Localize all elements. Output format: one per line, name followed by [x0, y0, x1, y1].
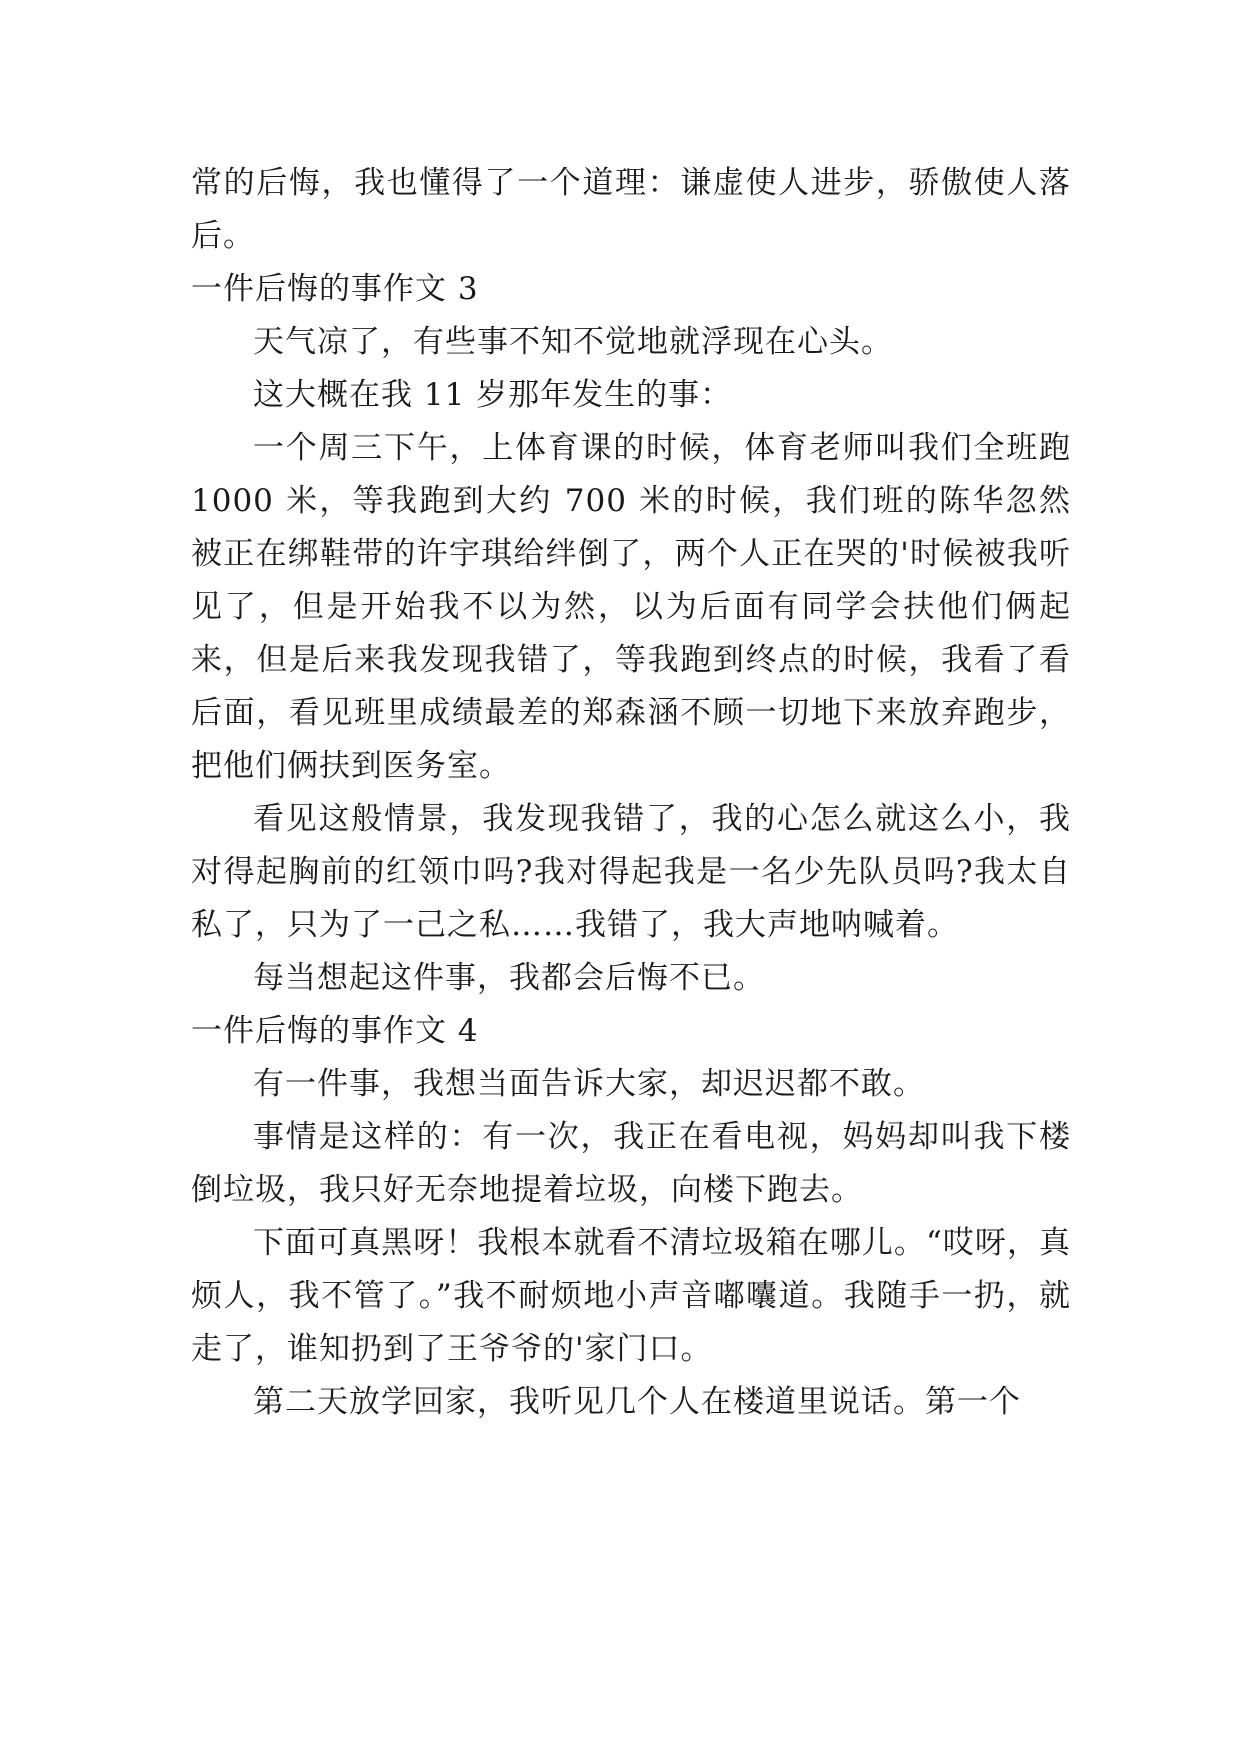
paragraph: 有一件事，我想当面告诉大家，却迟迟都不敢。: [253, 1066, 925, 1102]
paragraph: 一个周三下午，上体育课的时候，体育老师叫我们全班跑 1000 米，等我跑到大约 700 米的时候，我们班的陈华忽然被正在绑鞋带的许宇琪给绊倒了，两个人正在哭的'时候被我听见了，但是开始我不以为然，以为后面有同学会扶他们俩起来，但是后来我发现我错了，等我跑到终点的时候，我看了看后面，看见班里成绩最差的郑森涵不顾一切地下来放弃跑步，把他们俩扶到医务室。: [191, 430, 1071, 784]
paragraph: 这大概在我 11 岁那年发生的事：: [253, 377, 733, 413]
paragraph: 每当想起这件事，我都会后悔不已。: [253, 960, 765, 996]
section-heading: 一件后悔的事作文 4: [191, 1013, 479, 1049]
paragraph: 常的后悔，我也懂得了一个道理：谦虚使人进步，骄傲使人落后。: [191, 165, 1071, 254]
paragraph: 第二天放学回家，我听见几个人在楼道里说话。第一个: [253, 1384, 1021, 1420]
paragraph: 天气凉了，有些事不知不觉地就浮现在心头。: [253, 324, 893, 360]
paragraph: 下面可真黑呀！我根本就看不清垃圾箱在哪儿。“哎呀，真烦人，我不管了。”我不耐烦地小声音嘟囔道。我随手一扔，就走了，谁知扔到了王爷爷的'家门口。: [191, 1225, 1071, 1367]
paragraph: 事情是这样的：有一次，我正在看电视，妈妈却叫我下楼倒垃圾，我只好无奈地提着垃圾，向楼下跑去。: [191, 1119, 1071, 1208]
section-heading: 一件后悔的事作文 3: [191, 271, 479, 307]
document-body: [191, 157, 1071, 1429]
paragraph: 看见这般情景，我发现我错了，我的心怎么就这么小，我对得起胸前的红领巾吗?我对得起我是一名少先队员吗?我太自私了，只为了一己之私……我错了，我大声地呐喊着。: [191, 801, 1071, 943]
